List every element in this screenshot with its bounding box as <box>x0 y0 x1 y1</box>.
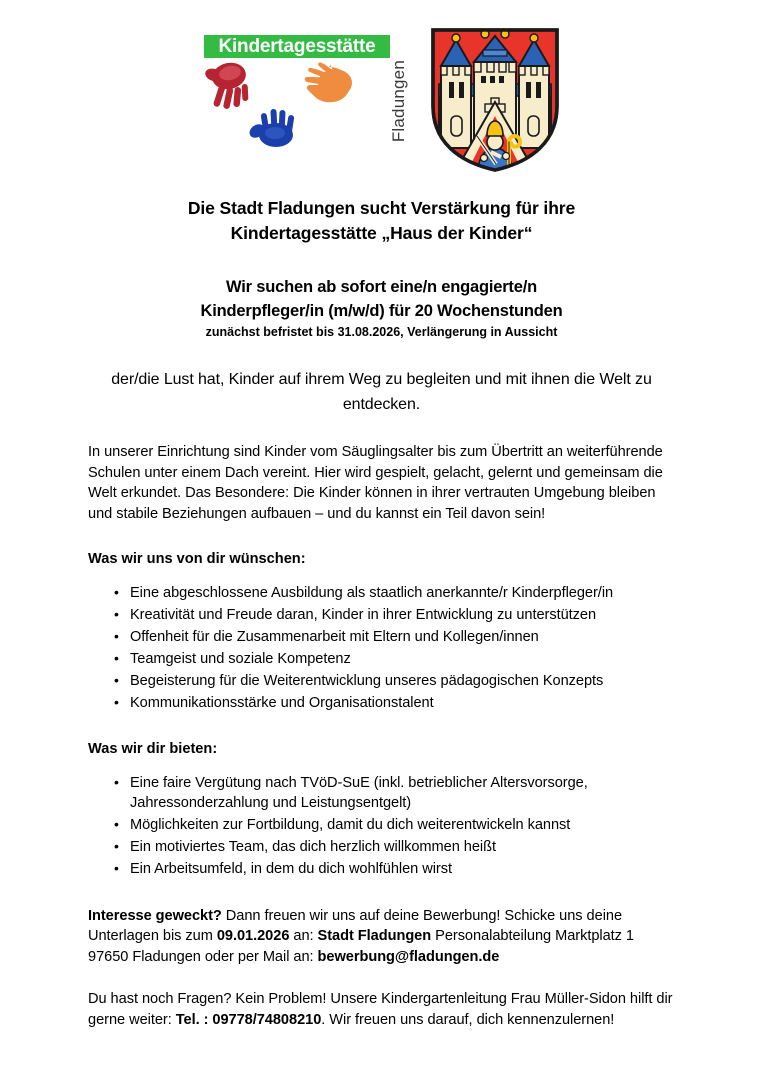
questions-text-2: . Wir freuen uns darauf, dich kennenzulernen! <box>321 1011 615 1028</box>
page-title-line2: Kindertagesstätte „Haus der Kinder“ <box>230 223 533 243</box>
application-email[interactable]: bewerbung@fladungen.de <box>317 948 500 965</box>
job-lead-line1: der/die Lust hat, Kinder auf ihrem Weg zu begleiten und mit ihnen die <box>111 371 596 388</box>
list-item: • Eine faire Vergütung nach TVöD-SuE (inkl. betrieblicher Altersvorsorge, Jahressonderzahlung und Leistungsentgelt) <box>130 773 675 814</box>
list-item: • Kreativität und Freude daran, Kinder in ihrer Entwicklung zu unterstützen <box>130 605 675 626</box>
application-paragraph <box>88 906 675 968</box>
application-text-1: Dann freuen wir uns auf deine Bewerbung! Schicke uns deine Unterlagen bis zum <box>88 907 623 944</box>
list-item: • Ein Arbeitsumfeld, in dem du dich wohlfühlen wirst <box>130 859 675 880</box>
list-item: • Möglichkeiten zur Fortbildung, damit du dich weiterentwickeln kannst <box>130 815 675 836</box>
wishes-heading: Was wir uns von dir wünschen: <box>88 551 306 567</box>
job-subtitle <box>70 275 693 323</box>
job-subtitle-line1: Wir suchen ab sofort eine/n engagierte/n <box>226 278 537 296</box>
list-item: • Ein motiviertes Team, das dich herzlich willkommen heißt <box>130 837 675 858</box>
offers-heading: Was wir dir bieten: <box>88 740 218 757</box>
blue-handprint-icon <box>248 102 303 152</box>
job-subtitle-line2: Kinderpfleger/in (m/w/d) für 20 Wochenstunden <box>200 302 563 320</box>
list-item: • Eine abgeschlossene Ausbildung als staatlich anerkannte/r Kinderpfleger/in <box>130 583 675 604</box>
application-text-2: an: <box>289 928 318 944</box>
orange-hand-icon <box>299 61 365 115</box>
questions-text-1: Du hast noch Fragen? Kein Problem! Unsere Kindergartenleitung Frau Müller-Sidon hilft dir gerne weiter: <box>88 991 673 1028</box>
list-item: • Begeisterung für die Weiterentwicklung unseres pädagogischen Konzepts <box>130 671 675 692</box>
page-title <box>70 196 693 246</box>
list-item: • Kommunikationsstärke und Organisationstalent <box>130 693 675 714</box>
application-lead-bold: Interesse geweckt? <box>88 907 222 924</box>
list-item: • Teamgeist und soziale Kompetenz <box>130 649 675 670</box>
wishes-list <box>88 583 675 714</box>
kindertagesstaette-logo <box>200 26 408 166</box>
header-logos <box>0 26 763 186</box>
job-lead <box>88 367 675 417</box>
page-title-line1: Die Stadt Fladungen sucht Verstärkung für ihre <box>187 198 576 218</box>
application-employer: Stadt Fladungen <box>317 928 432 944</box>
offers-list <box>88 773 675 880</box>
intro-paragraph: In unserer Einrichtung sind Kinder vom Säuglingsalter bis zum Übertritt an weiterführende Schulen unter einem Dach vereint. Hier wird gespielt, gelacht, gelernt und gemeinsam die Welt erkundet. Das Besondere: Die Kinder können in ihrer vertrauten Umgebung bleiben und stabile Beziehungen aufbauen – und du kannst ein Teil davon sein! <box>88 444 663 522</box>
job-lead-line2: Welt zu entdecken. <box>342 371 652 413</box>
poster-content <box>0 196 763 1030</box>
list-item: • Offenheit für die Zusammenarbeit mit Eltern und Kollegen/innen <box>130 627 675 648</box>
job-contract-note: zunächst befristet bis 31.08.2026, Verlängerung in Aussicht <box>205 325 558 339</box>
coat-of-arms <box>427 24 563 174</box>
kita-vertical-label: Fladungen <box>389 60 408 143</box>
questions-paragraph <box>88 989 675 1030</box>
application-deadline: 09.01.2026 <box>216 928 290 944</box>
questions-phone[interactable]: Tel. : 09778/74808210 <box>175 1011 322 1028</box>
application-text-3: Personalabteilung Marktplatz 1 97650 Fladungen oder per Mail an: <box>88 928 635 965</box>
kita-banner-label: Kindertagesstätte <box>204 35 390 58</box>
